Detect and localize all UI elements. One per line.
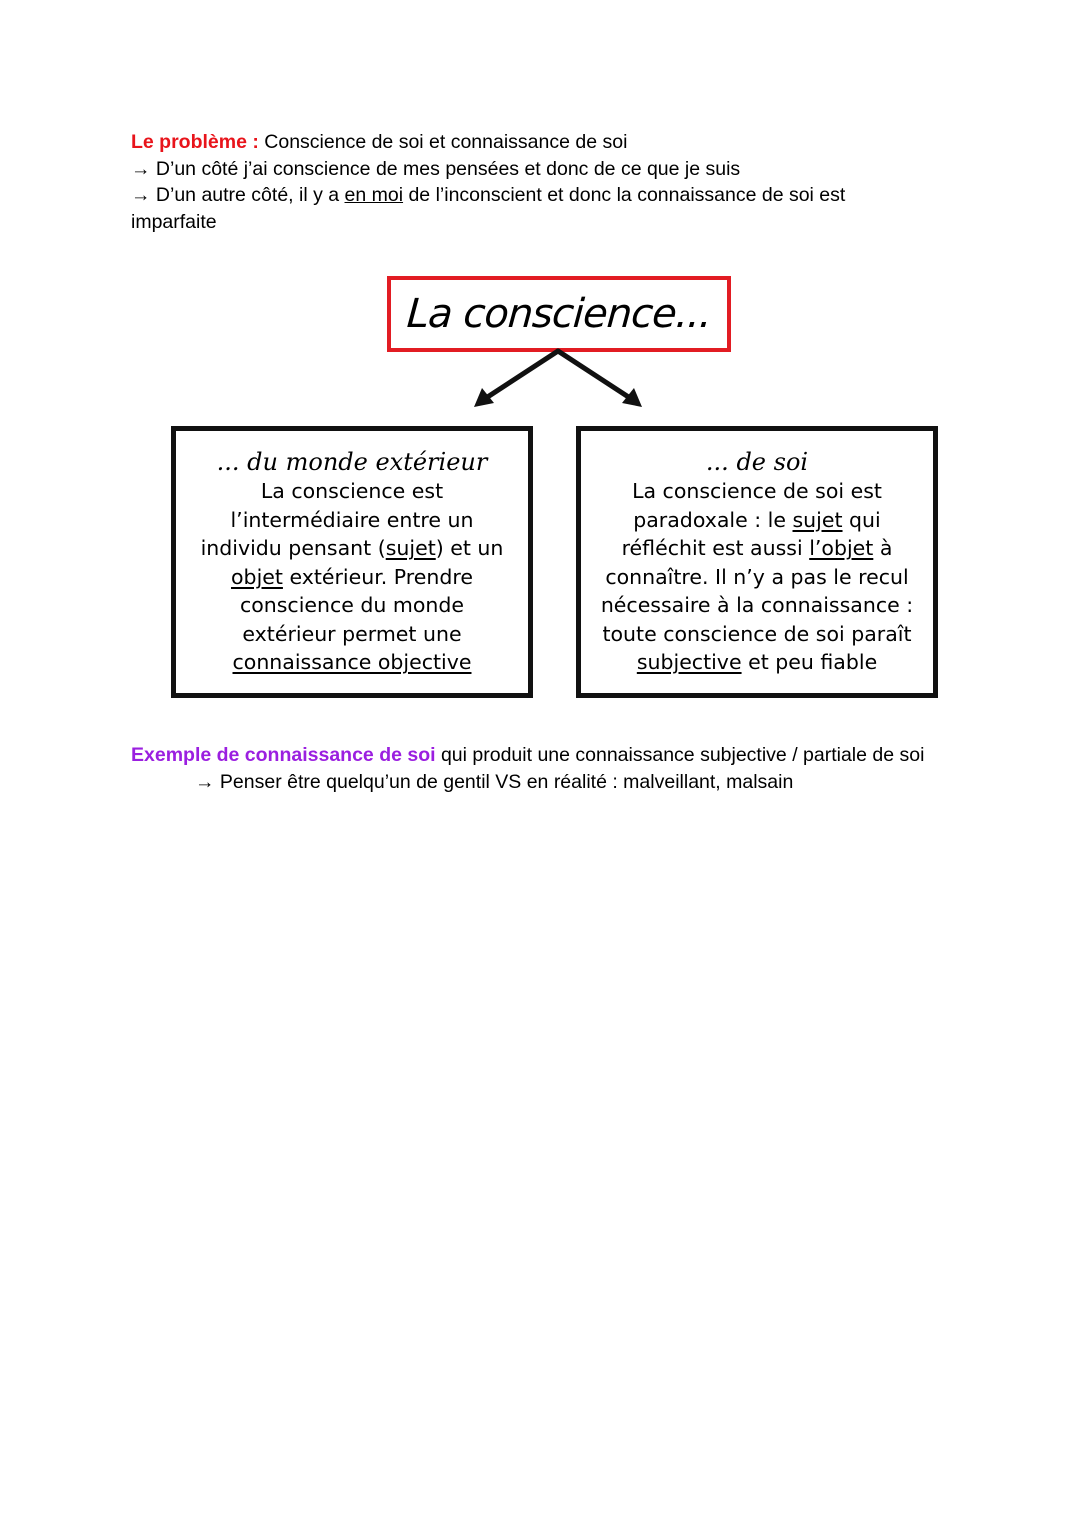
card-line: [176, 648, 528, 677]
card-body: [581, 477, 933, 677]
card-line: [176, 563, 528, 592]
underlined-sujet: sujet: [385, 536, 436, 560]
problem-line-2: [131, 182, 845, 209]
card-line: nécessaire à la connaissance :: [600, 593, 914, 617]
problem-line-2a: → D’un autre côté, il y a: [131, 184, 345, 206]
underlined-sujet: sujet: [792, 507, 843, 532]
text: ) et un: [435, 536, 504, 560]
text: qui: [842, 507, 881, 532]
underlined-objet: l’objet: [809, 536, 874, 560]
card-de-soi: [576, 426, 938, 698]
card-body: [176, 477, 528, 677]
underlined-objet: objet: [231, 564, 283, 589]
diagram-title-box: [387, 276, 731, 352]
card-monde-exterieur: [171, 426, 533, 698]
card-line: connaître. Il n’y a pas le recul: [605, 564, 909, 589]
card-line: La conscience de soi est: [632, 479, 882, 503]
text: paradoxale : le: [633, 507, 793, 532]
problem-paragraph: [131, 129, 845, 235]
text: et peu fiable: [741, 650, 878, 674]
card-line: [581, 534, 933, 563]
text: extérieur. Prendre: [282, 564, 473, 589]
card-line: [581, 648, 933, 677]
underlined-connaissance-objective: connaissance objective: [232, 650, 472, 674]
card-line: extérieur permet une: [242, 621, 462, 646]
example-paragraph: [131, 742, 924, 795]
branch-arrows-icon: [460, 345, 660, 415]
problem-text: Conscience de soi et connaissance de soi: [258, 131, 628, 153]
example-text: qui produit une connaissance subjective / partiale de soi: [435, 744, 925, 766]
example-label: Exemple de connaissance de soi: [131, 744, 436, 766]
card-line: toute conscience de soi paraît: [602, 621, 912, 646]
card-line: conscience du monde: [239, 593, 465, 617]
text: à: [873, 536, 893, 560]
problem-line-3: imparfaite: [131, 210, 217, 233]
card-line: La conscience est: [260, 479, 444, 503]
card-heading: ... du monde extérieur: [216, 448, 488, 476]
problem-line-1: → D’un côté j’ai conscience de mes pensées et donc de ce que je suis: [131, 157, 741, 180]
card-line: [581, 506, 933, 535]
example-line-heading: [131, 742, 924, 769]
problem-line-2b: de l’inconscient et donc la connaissance de soi est: [403, 184, 846, 206]
text: réfléchit est aussi: [621, 536, 810, 560]
card-line: [176, 534, 528, 563]
card-heading: ... de soi: [705, 448, 809, 476]
underlined-subjective: subjective: [636, 650, 742, 674]
underlined-en-moi: en moi: [344, 184, 404, 206]
card-line: l’intermédiaire entre un: [230, 507, 474, 532]
diagram-title: La conscience...: [405, 291, 713, 337]
example-line-1: → Penser être quelqu’un de gentil VS en réalité : malveillant, malsain: [195, 770, 794, 793]
problem-line-heading: [131, 129, 845, 156]
problem-label: Le problème :: [131, 131, 259, 153]
text: individu pensant (: [200, 536, 386, 560]
